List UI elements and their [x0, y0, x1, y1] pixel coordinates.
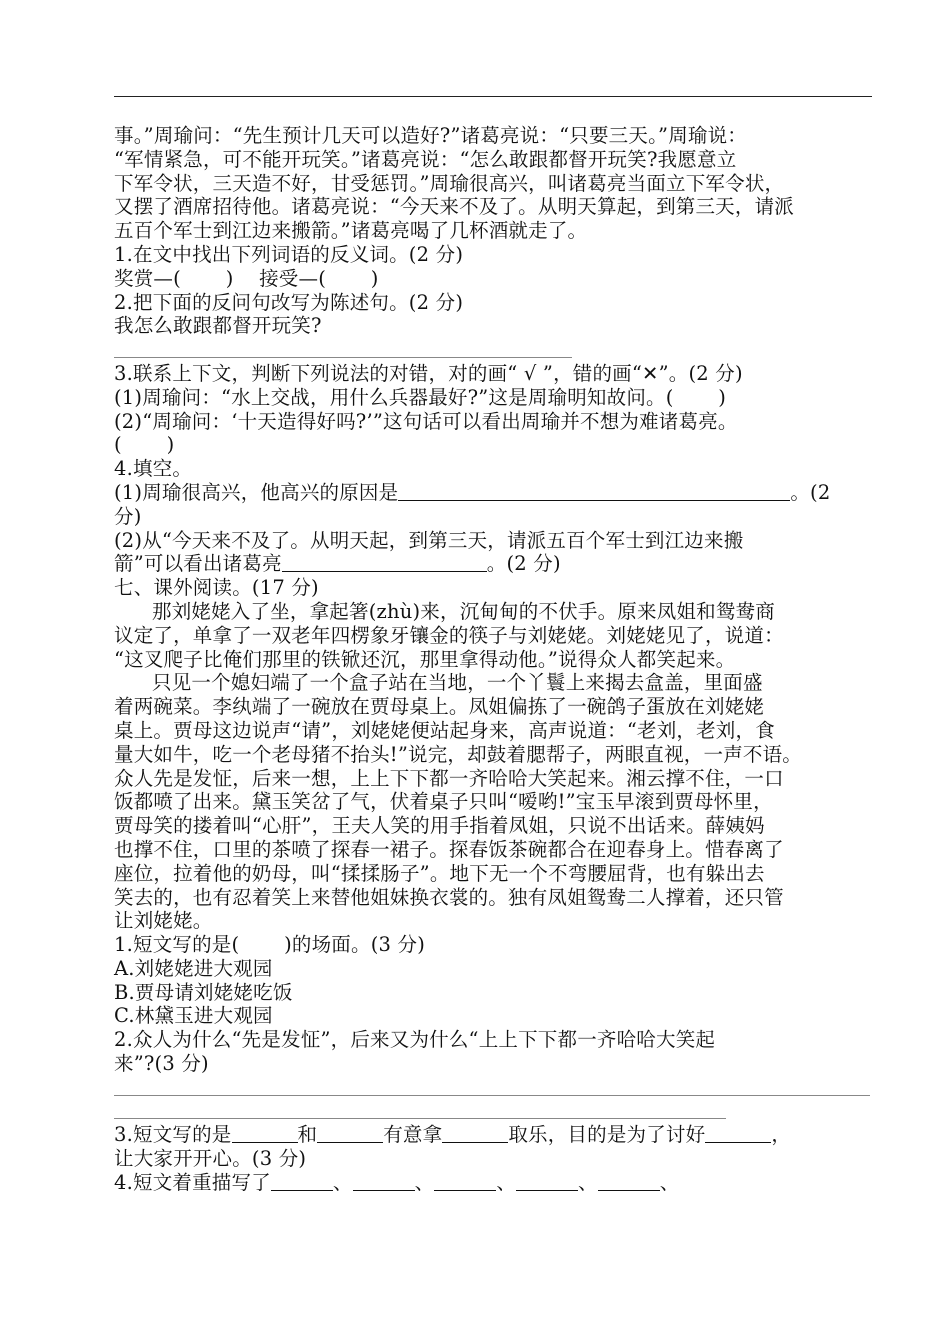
passage-line: 也撑不住，口里的茶喷了探春一裙子。探春饭茶碗都合在迎春身上。惜春离了: [114, 837, 784, 861]
passage-line: 量大如牛，吃一个老母猪不抬头!”说完，却鼓着腮帮子，两眼直视，一声不语。: [114, 742, 803, 766]
question-3-item-2-blank[interactable]: ( ): [114, 433, 175, 457]
r4-blank-3[interactable]: [434, 1171, 496, 1191]
question-4-item-1-cont: 分): [114, 504, 142, 528]
r4-prefix: 4.短文着重描写了: [114, 1171, 271, 1195]
q4-item2-suffix: 。(2 分): [486, 552, 561, 576]
passage-line: 只见一个媳妇端了一个盒子站在当地，一个丫鬟上来揭去盒盖，里面盛: [152, 671, 763, 695]
r3-blank-1[interactable]: [232, 1123, 298, 1143]
question-1-answer-blanks[interactable]: 奖赏—( ) 接受—( ): [114, 266, 379, 290]
question-3-title: 3.联系上下文，判断下列说法的对错，对的画“ √ ”，错的画“✕”。(2 分): [114, 361, 743, 385]
passage-line: 议定了，单拿了一双老年四楞象牙镶金的筷子与刘姥姥。刘姥姥见了，说道：: [114, 623, 784, 647]
reading-question-3: [114, 1123, 876, 1147]
passage-line: 让刘姥姥。: [114, 909, 213, 933]
question-3-item-1[interactable]: (1)周瑜问：“水上交战，用什么兵器最好?”这是周瑜明知故问。( ): [114, 385, 727, 409]
story-line: “军情紧急，可不能开玩笑。”诸葛亮说：“怎么敢跟都督开玩笑?我愿意立: [114, 147, 737, 171]
question-2-title: 2.把下面的反问句改写为陈述句。(2 分): [114, 290, 464, 314]
r3-mid-3: 取乐，目的是为了讨好: [508, 1123, 706, 1147]
r3-prefix: 3.短文写的是: [114, 1123, 232, 1147]
q4-item2-prefix: 箭”可以看出诸葛亮: [114, 552, 282, 576]
reading-option-c[interactable]: C.林黛玉进大观园: [114, 1004, 273, 1028]
reading-question-1-title: 1.短文写的是( )的场面。(3 分): [114, 933, 426, 957]
story-line: 下军令状，三天造不好，甘受惩罚。”周瑜很高兴，叫诸葛亮当面立下军令状，: [114, 171, 785, 195]
question-2-answer-line[interactable]: [114, 338, 876, 362]
r4-sep: 、: [332, 1171, 353, 1195]
reading-question-2-answer-line-2[interactable]: [114, 1100, 876, 1124]
r3-blank-4[interactable]: [705, 1123, 771, 1143]
q4-item1-blank[interactable]: [398, 481, 790, 501]
r4-sep: 、: [414, 1171, 435, 1195]
reading-question-2-answer-line-1[interactable]: [114, 1076, 876, 1100]
q4-item2-blank[interactable]: [282, 552, 487, 572]
r4-sep: 、: [578, 1171, 598, 1195]
q4-item1-suffix: 。(2: [790, 480, 831, 504]
r4-sep: 、: [496, 1171, 517, 1195]
question-4-item-2: (2)从“今天来不及了。从明天起，到第三天，请派五百个军士到江边来搬: [114, 528, 744, 552]
q4-item1-prefix: (1)周瑜很高兴，他高兴的原因是: [114, 480, 399, 504]
passage-line: 笑去的，也有忍着笑上来替他姐妹换衣裳的。独有凤姐鸳鸯二人撑着，还只管: [114, 885, 784, 909]
reading-question-4: [114, 1171, 876, 1195]
r3-mid-1: 和: [297, 1123, 318, 1147]
page-content: [114, 124, 876, 1195]
story-line: 五百个军士到江边来搬箭。”诸葛亮喝了几杯酒就走了。: [114, 219, 588, 243]
passage-line: 座位，拉着他的奶母，叫“揉揉肠子”。地下无一个不弯腰屈背，也有躲出去: [114, 861, 765, 885]
question-4-title: 4.填空。: [114, 457, 193, 481]
r4-blank-2[interactable]: [353, 1171, 415, 1191]
r3-blank-3[interactable]: [442, 1123, 508, 1143]
reading-option-a[interactable]: A.刘姥姥进大观园: [114, 956, 273, 980]
r4-blank-1[interactable]: [271, 1171, 333, 1191]
reading-question-3-cont: 让大家开开心。(3 分): [114, 1147, 307, 1171]
passage-line: 着两碗菜。李纨端了一碗放在贾母桌上。凤姐偏拣了一碗鸽子蛋放在刘姥姥: [114, 695, 765, 719]
question-3-item-2: (2)“周瑜问：‘十天造得好吗?’”这句话可以看出周瑜并不想为难诸葛亮。: [114, 409, 738, 433]
r4-blank-4[interactable]: [516, 1171, 578, 1191]
r4-sep: 、: [659, 1171, 680, 1195]
r4-blank-5[interactable]: [598, 1171, 660, 1191]
question-4-item-2-cont: [114, 552, 876, 576]
question-2-sentence: 我怎么敢跟都督开玩笑?: [114, 314, 322, 338]
r3-mid-2: 有意拿: [383, 1123, 443, 1147]
question-1-title: 1.在文中找出下列词语的反义词。(2 分): [114, 242, 464, 266]
passage-line: “这叉爬子比俺们那里的铁锨还沉，那里拿得动他。”说得众人都笑起来。: [114, 647, 736, 671]
r3-blank-2[interactable]: [317, 1123, 383, 1143]
section-7-heading: 七、课外阅读。(17 分): [114, 576, 319, 600]
r3-end: ，: [771, 1123, 792, 1147]
passage-line: 那刘姥姥入了坐，拿起箸(zhù)来，沉甸甸的不伏手。原来凤姐和鸳鸯商: [152, 599, 775, 623]
passage-line: 众人先是发怔，后来一想，上上下下都一齐哈哈大笑起来。湘云撑不住，一口: [114, 766, 784, 790]
story-line: 又摆了酒席招待他。诸葛亮说：“今天来不及了。从明天算起，到第三天，请派: [114, 195, 794, 219]
story-line: 事。”周瑜问：“先生预计几天可以造好?”诸葛亮说：“只要三天。”周瑜说：: [114, 124, 747, 147]
reading-question-2-line-2: 来”?(3 分): [114, 1052, 209, 1076]
passage-line: 桌上。贾母这边说声“请”，刘姥姥便站起身来，高声说道：“老刘，老刘，食: [114, 718, 775, 742]
passage-line: 饭都喷了出来。黛玉笑岔了气，伏着桌子只叫“嗳哟!”宝玉早滚到贾母怀里，: [114, 790, 773, 814]
reading-option-b[interactable]: B.贾母请刘姥姥吃饭: [114, 980, 293, 1004]
reading-question-2-line-1: 2.众人为什么“先是发怔”，后来又为什么“上上下下都一齐哈哈大笑起: [114, 1028, 716, 1052]
header-rule: [114, 96, 872, 97]
passage-line: 贾母笑的搂着叫“心肝”，王夫人笑的用手指着凤姐，只说不出话来。薛姨妈: [114, 814, 765, 838]
question-4-item-1: [114, 481, 876, 505]
